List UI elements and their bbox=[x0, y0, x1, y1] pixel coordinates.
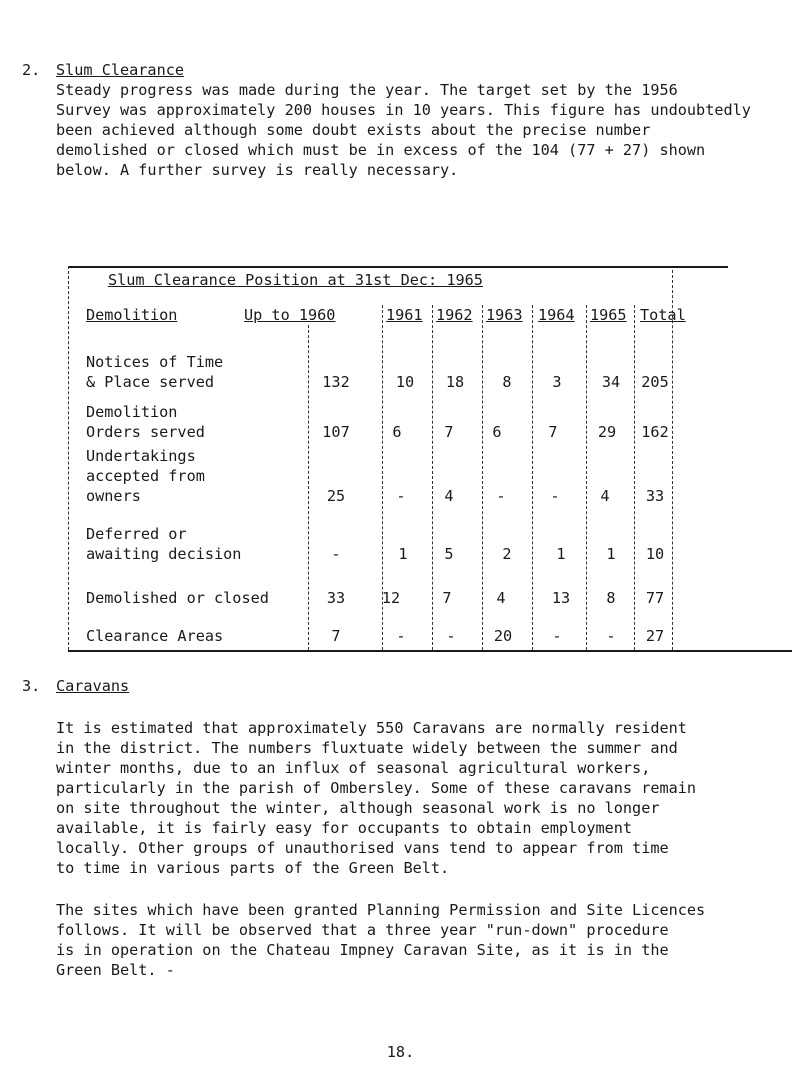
row-label-line: owners bbox=[86, 487, 141, 505]
header-1965: 1965 bbox=[590, 306, 627, 324]
row-label-line: Notices of Time bbox=[86, 353, 224, 371]
table-cell: 7 bbox=[442, 589, 452, 607]
table-bottom-rule bbox=[68, 650, 792, 652]
paragraph-line: Survey was approximately 200 houses in 10 years. This figure has undoubtedly bbox=[56, 101, 751, 119]
table-cell: 33 bbox=[645, 487, 665, 505]
paragraph-line: follows. It will be observed that a three year "run-down" procedure bbox=[56, 921, 669, 939]
row-label-line: & Place served bbox=[86, 373, 215, 391]
table-cell: - bbox=[606, 627, 616, 645]
table-cell: 5 bbox=[444, 545, 454, 563]
paragraph-line: It is estimated that approximately 550 Caravans are normally resident bbox=[56, 719, 687, 737]
table-cell: 8 bbox=[606, 589, 616, 607]
table-cell: 1 bbox=[556, 545, 566, 563]
paragraph-line: to time in various parts of the Green Belt. bbox=[56, 859, 450, 877]
section-3-heading bbox=[22, 676, 129, 696]
table-cell: 7 bbox=[444, 423, 454, 441]
table-cell: 29 bbox=[597, 423, 617, 441]
table-cell: 132 bbox=[322, 373, 350, 391]
table-cell: 107 bbox=[322, 423, 350, 441]
paragraph-line: The sites which have been granted Planning Permission and Site Licences bbox=[56, 901, 706, 919]
table-cell: 4 bbox=[496, 589, 506, 607]
table-cell: 10 bbox=[395, 373, 415, 391]
paragraph-line: on site throughout the winter, although seasonal work is no longer bbox=[56, 799, 660, 817]
row-label-line: Undertakings bbox=[86, 447, 196, 465]
table-cell: - bbox=[496, 487, 506, 505]
row-label-line: Demolition bbox=[86, 403, 178, 421]
row-label-line: Clearance Areas bbox=[86, 627, 224, 645]
table-cell: 1 bbox=[606, 545, 616, 563]
table-cell: 2 bbox=[502, 545, 512, 563]
paragraph-line: Steady progress was made during the year. The target set by the 1956 bbox=[56, 81, 678, 99]
section-2-number: 2. bbox=[22, 61, 41, 79]
paragraph-line: in the district. The numbers fluxtuate widely between the summer and bbox=[56, 739, 678, 757]
header-up-to-1960: Up to 1960 bbox=[244, 306, 336, 324]
table-cell: 27 bbox=[645, 627, 665, 645]
table-cell: 3 bbox=[552, 373, 562, 391]
table-cell: - bbox=[552, 627, 562, 645]
paragraph-line: available, it is fairly easy for occupants to obtain employment bbox=[56, 819, 633, 837]
table-cell: 12 bbox=[381, 589, 401, 607]
table-cell: 20 bbox=[493, 627, 513, 645]
header-1964: 1964 bbox=[538, 306, 575, 324]
row-label-line: Demolished or closed bbox=[86, 589, 269, 607]
row-label-line: Orders served bbox=[86, 423, 205, 441]
section-3-number: 3. bbox=[22, 677, 41, 695]
row-label-line: accepted from bbox=[86, 467, 205, 485]
table-cell: 8 bbox=[502, 373, 512, 391]
table-cell: - bbox=[446, 627, 456, 645]
column-divider bbox=[586, 305, 587, 650]
column-divider bbox=[532, 305, 533, 650]
paragraph-line: Green Belt. - bbox=[56, 961, 175, 979]
row-label bbox=[86, 626, 326, 646]
paragraph-line: been achieved although some doubt exists about the precise number bbox=[56, 121, 651, 139]
table-cell: 6 bbox=[492, 423, 502, 441]
page-number: 18. bbox=[386, 1043, 415, 1061]
paragraph-line: demolished or closed which must be in excess of the 104 (77 + 27) shown bbox=[56, 141, 706, 159]
table-caption: Slum Clearance Position at 31st Dec: 1965 bbox=[108, 271, 483, 289]
section-3-paragraph-2 bbox=[56, 900, 796, 980]
table-cell: - bbox=[331, 545, 341, 563]
row-label bbox=[86, 524, 326, 564]
table-cell: 77 bbox=[645, 589, 665, 607]
row-label bbox=[86, 352, 326, 392]
section-2-title: Slum Clearance bbox=[56, 61, 185, 79]
table-cell: 7 bbox=[331, 627, 341, 645]
paragraph-line: below. A further survey is really necessary. bbox=[56, 161, 459, 179]
table-cell: 162 bbox=[641, 423, 669, 441]
row-label-line: awaiting decision bbox=[86, 545, 242, 563]
section-2-heading bbox=[22, 60, 184, 80]
table-cell: 4 bbox=[600, 487, 610, 505]
paragraph-line: locally. Other groups of unauthorised vans tend to appear from time bbox=[56, 839, 669, 857]
header-1963: 1963 bbox=[486, 306, 523, 324]
table-cell: 18 bbox=[445, 373, 465, 391]
table-top-rule bbox=[68, 266, 728, 268]
row-label bbox=[86, 588, 326, 608]
table-cell: 10 bbox=[645, 545, 665, 563]
header-demolition: Demolition bbox=[86, 306, 178, 324]
section-2-paragraph bbox=[56, 80, 796, 180]
table-cell: 7 bbox=[548, 423, 558, 441]
section-3-title: Caravans bbox=[56, 677, 130, 695]
table-cell: 6 bbox=[392, 423, 402, 441]
section-3-paragraph-1 bbox=[56, 718, 796, 878]
paragraph-line: is in operation on the Chateau Impney Caravan Site, as it is in the bbox=[56, 941, 669, 959]
table-cell: 25 bbox=[326, 487, 346, 505]
table-cell: 13 bbox=[551, 589, 571, 607]
row-label bbox=[86, 446, 326, 506]
table-cell: 34 bbox=[601, 373, 621, 391]
table-cell: 205 bbox=[641, 373, 669, 391]
table-cell: 1 bbox=[398, 545, 408, 563]
slum-clearance-table bbox=[68, 271, 801, 652]
header-1961: 1961 bbox=[386, 306, 423, 324]
table-cell: 4 bbox=[444, 487, 454, 505]
paragraph-line: particularly in the parish of Ombersley. Some of these caravans remain bbox=[56, 779, 697, 797]
paragraph-line: winter months, due to an influx of seasonal agricultural workers, bbox=[56, 759, 651, 777]
header-1962: 1962 bbox=[436, 306, 473, 324]
row-label-line: Deferred or bbox=[86, 525, 187, 543]
table-cell: - bbox=[396, 627, 406, 645]
table-left-border bbox=[68, 266, 69, 650]
header-total: Total bbox=[640, 306, 686, 324]
table-cell: - bbox=[396, 487, 406, 505]
row-label bbox=[86, 402, 326, 442]
table-cell: - bbox=[550, 487, 560, 505]
table-cell: 33 bbox=[326, 589, 346, 607]
